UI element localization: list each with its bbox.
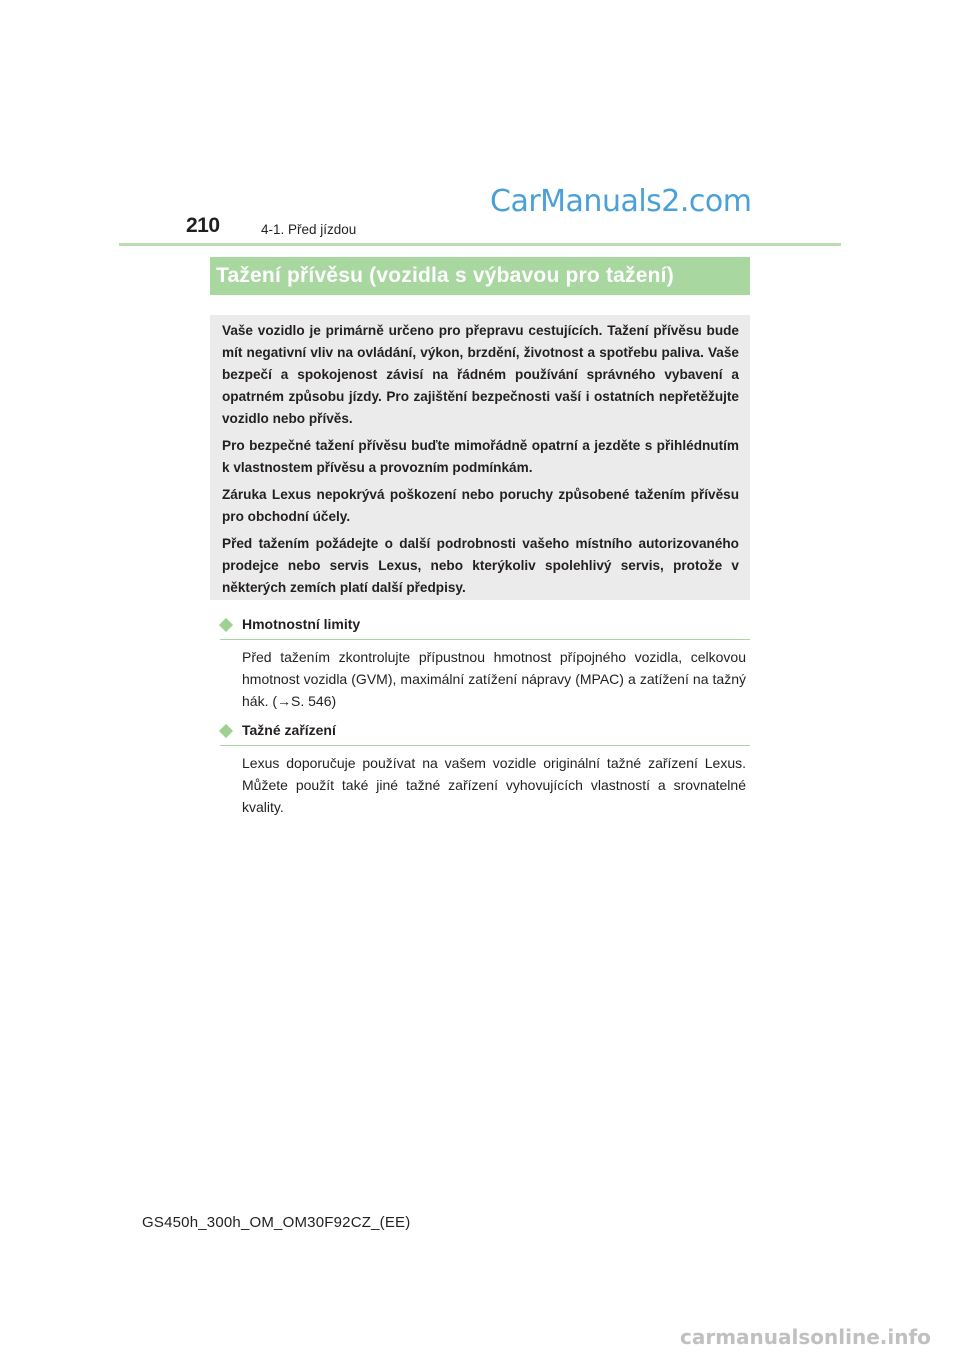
watermark-top: CarManuals2.com bbox=[490, 184, 752, 219]
subsection-heading-label: Tažné zařízení bbox=[242, 722, 336, 738]
document-code: GS450h_300h_OM_OM30F92CZ_(EE) bbox=[142, 1214, 411, 1231]
subsection-rule bbox=[220, 639, 750, 640]
diamond-bullet-icon bbox=[219, 724, 233, 738]
intro-paragraph: Záruka Lexus nepokrývá poškození nebo poruchy způsobené tažením přívěsu pro obchodní účely. bbox=[222, 487, 739, 524]
subsection-rule bbox=[220, 745, 750, 746]
subsection-heading-towing-equipment bbox=[220, 722, 750, 746]
title-bar bbox=[210, 257, 750, 295]
intro-box bbox=[210, 315, 750, 600]
section-label: 4-1. Před jízdou bbox=[261, 222, 357, 237]
page-number: 210 bbox=[186, 214, 220, 237]
intro-paragraph: Pro bezpečné tažení přívěsu buďte mimořádně opatrní a jezděte s přihlédnutím k vlastnostem přívěsu a provozním podmínkám. bbox=[222, 438, 739, 475]
watermark-bottom: carmanualsonline.info bbox=[680, 1325, 931, 1349]
subsection-heading-label: Hmotnostní limity bbox=[242, 616, 361, 632]
subsection-heading-weight-limits bbox=[220, 616, 750, 640]
intro-paragraph: Vaše vozidlo je primárně určeno pro přepravu cestujících. Tažení přívěsu bude mít negativní vliv na ovládání, výkon, brzdění, životnost a spotřebu paliva. Vaše bezpečí a spokojenost závisí na řádném používání správného vybavení a opatrném způsobu jízdy. Pro zajištění bezpečnosti vaší i ostatních nepřetěžujte vozidlo nebo přívěs. bbox=[222, 323, 739, 426]
diamond-bullet-icon bbox=[219, 618, 233, 632]
weight-limits-text: Před tažením zkontrolujte přípustnou hmotnost přípojného vozidla, celkovou hmotnost vozidla (GVM), maximální zatížení nápravy (MPAC) a zatížení na tažný hák. (→S. 546) bbox=[242, 649, 746, 709]
towing-equipment-text: Lexus doporučuje používat na vašem vozidle originální tažné zařízení Lexus. Můžete použít také jiné tažné zařízení vyhovujících vlastností a srovnatelné kvality. bbox=[242, 755, 746, 815]
page-title: Tažení přívěsu (vozidla s výbavou pro tažení) bbox=[216, 264, 674, 287]
intro-paragraph: Před tažením požádejte o další podrobnosti vašeho místního autorizovaného prodejce nebo servis Lexus, nebo kterýkoliv spolehlivý servis, protože v některých zemích platí další předpisy. bbox=[222, 536, 739, 595]
header-rule bbox=[119, 243, 841, 246]
